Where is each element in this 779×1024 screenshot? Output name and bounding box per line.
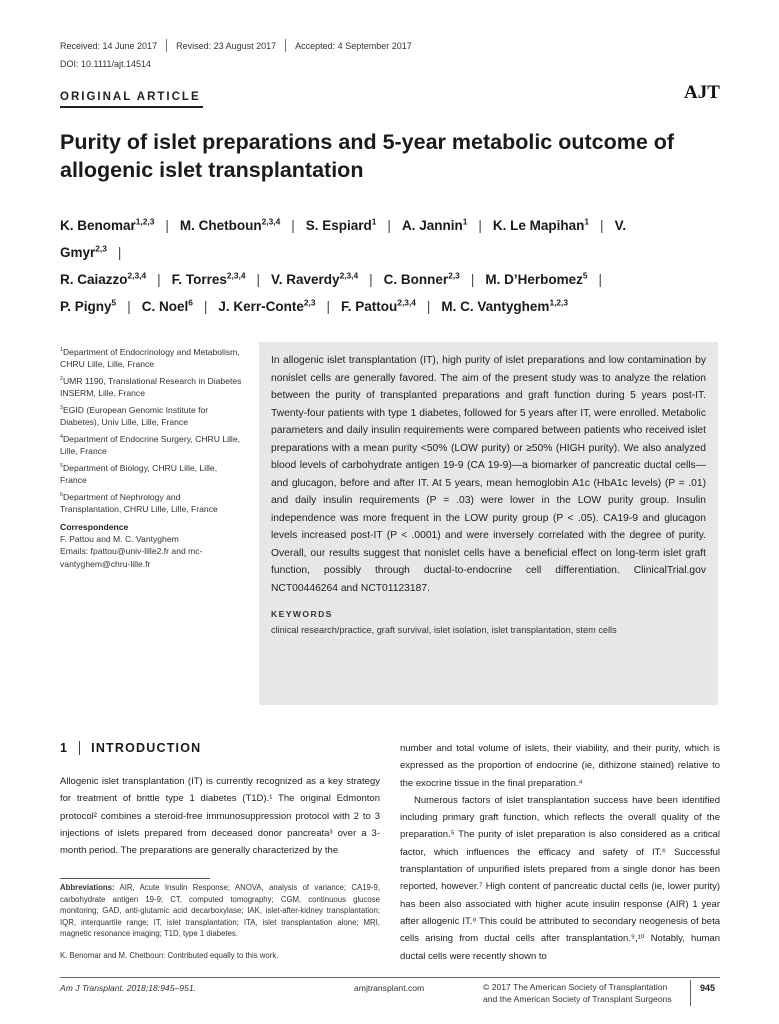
divider [166, 39, 167, 52]
doi[interactable]: DOI: 10.1111/ajt.14514 [60, 59, 152, 69]
revised-date: Revised: 23 August 2017 [176, 40, 277, 51]
affiliation-number: 1 [60, 347, 63, 354]
affiliation-item [60, 346, 242, 370]
author-separator: | [598, 272, 603, 287]
author-name: V. Raverdy [271, 272, 340, 287]
footnote-rule [60, 878, 210, 879]
intro-paragraph: number and total volume of islets, their viability, and their purity, which is expressed as the proportion of endocrine (ie, dithizone stained) relative to the exocrine tissue in the final preparation.⁴ [400, 743, 720, 789]
keywords-heading: KEYWORDS [271, 609, 333, 619]
author-separator: | [369, 272, 373, 287]
page-number: 945 [700, 983, 716, 993]
author-affiliation-ref: 2,3,4 [226, 270, 246, 281]
affiliation-text: Department of Nephrology and Transplantation, CHRU Lille, Lille, France [60, 491, 218, 514]
affiliation-number: 5 [60, 462, 63, 469]
accepted-date: Accepted: 4 September 2017 [295, 40, 412, 51]
author-affiliation-ref: 1 [584, 216, 590, 227]
author-separator: | [470, 272, 475, 287]
footnotes [60, 882, 380, 962]
abbreviations [60, 882, 380, 940]
section-heading [60, 741, 201, 755]
copyright-line: and the American Society of Transplant Surgeons [483, 994, 672, 1004]
correspondence-heading: Correspondence [60, 521, 129, 532]
author-name: S. Espiard [305, 218, 372, 233]
author-affiliation-ref: 1 [462, 216, 468, 227]
author-affiliation-ref: 1,2,3 [549, 297, 569, 308]
author-separator: | [291, 218, 295, 233]
correspondence-emails[interactable]: Emails: fpattou@univ-lille2.fr and mc-vantyghem@chru-lille.fr [60, 546, 203, 569]
intro-right-column [400, 740, 720, 965]
affiliation-number: 6 [60, 491, 63, 498]
author-name: K. Benomar [60, 218, 136, 233]
affiliation-item [60, 491, 242, 515]
author-name: M. D’Herbomez [485, 272, 583, 287]
footer-website[interactable]: amjtransplant.com [354, 983, 425, 993]
author-name: F. Pattou [341, 299, 398, 314]
author-name: R. Caiazzo [60, 272, 128, 287]
affiliations [60, 346, 242, 570]
intro-left-column: Allogenic islet transplantation (IT) is currently recognized as a key strategy for treatment of brittle type 1 diabetes (T1D).¹ The original Edmonton protocol² combines a steroid-free immunosuppression protocol with 2 to 3 injections of islets prepared from deceased donor pancreata³ over a 3-month period. The preparations are generally characterized by the [60, 776, 380, 857]
author-affiliation-ref: 2,3,4 [339, 270, 359, 281]
affiliation-number: 3 [60, 404, 63, 411]
author-separator: | [256, 272, 260, 287]
author-name: C. Noel [141, 299, 189, 314]
abbreviations-label: Abbreviations: [60, 883, 115, 892]
affiliation-item [60, 462, 242, 486]
author-separator: | [127, 299, 131, 314]
author-name: P. Pigny [60, 299, 112, 314]
affiliation-item [60, 404, 242, 428]
section-number: 1 [60, 741, 69, 755]
author-separator: | [203, 299, 208, 314]
footer-rule [60, 977, 720, 978]
journal-logo: AJT [684, 82, 720, 103]
correspondence-names: F. Pattou and M. C. Vantyghem [60, 534, 179, 545]
abstract-box [259, 342, 718, 705]
author-name: V. Gmyr [60, 218, 627, 260]
author-separator: | [165, 218, 169, 233]
affiliation-text: EGID (European Genomic Institute for Diabetes), Univ Lille, Lille, France [60, 404, 209, 428]
author-affiliation-ref: 2,3 [448, 270, 460, 281]
affiliation-text: Department of Biology, CHRU Lille, Lille, France [60, 462, 218, 485]
section-title: INTRODUCTION [91, 741, 202, 755]
author-separator: | [600, 218, 604, 233]
author-list [60, 212, 700, 320]
affiliation-number: 2 [60, 376, 63, 383]
affiliation-item [60, 433, 242, 457]
author-name: J. Kerr-Conte [218, 299, 304, 314]
keywords-text: clinical research/practice, graft survival, islet isolation, islet transplantation, stem cells [271, 625, 617, 635]
author-affiliation-ref: 2,3,4 [261, 216, 281, 227]
abbreviations-text: AIR, Acute Insulin Response; ANOVA, analysis of variance; CA19-9, carbohydrate antigen 19-9; CT, computed tomography; CGM, continuous glucose monitoring; GAD, anti-glutamic acid decarboxylase; IAK, islet-after-kidney transplantation; IQR, interquartile range; IT, islet transplantation; ITA, islet transplantation alone; MRI, magnetic resonance imaging; T1D, type 1 diabetes. [60, 883, 380, 939]
article-type-underline [60, 106, 203, 108]
received-date: Received: 14 June 2017 [60, 40, 158, 51]
article-dates [60, 39, 412, 52]
affiliation-number: 4 [60, 433, 63, 440]
article-type: ORIGINAL ARTICLE [60, 91, 201, 103]
copyright-line: © 2017 The American Society of Transplantation [483, 982, 668, 992]
author-affiliation-ref: 1,2,3 [135, 216, 155, 227]
author-separator: | [387, 218, 391, 233]
author-affiliation-ref: 2,3,4 [397, 297, 416, 308]
abstract-text: In allogenic islet transplantation (IT), high purity of islet preparations and low contamination by nonislet cells are generally favored. The aim of the present study was to analyze the relation between the purity of transplanted preparations and graft function during 5 years post-IT. Twenty-four patients with type 1 diabetes, followed for 5 years after IT, were enrolled. Metabolic parameters and daily insulin requirements were compared between patients who received islet preparations with a mean purity <50% (LOW purity) or ≥50% (HIGH purity). We also analyzed blood levels of carbohydrate antigen 19-9 (CA 19-9)—a biomarker of pancreatic ductal cells—and glucagon, before and after IT. At 5 years, mean hemoglobin A1c (HbA1c levels) (P = .01) and daily insulin requirements (P = .03) were lower in the LOW purity group. Insulin independence was more frequent in the LOW purity group (P < .05). CA19-9 and glucagon levels increased post-IT (P < .0001) and were inversely correlated with the degree of purity. Overall, our results suggest that nonislet cells have a beneficial effect on long-term islet graft function, possibly through ductal-to-endocrine cell differentiation. ClinicalTrial.gov NCT00446264 and NCT01123187. [271, 355, 706, 594]
contribution-note: K. Benomar and M. Chetboun: Contributed equally to this work. [60, 950, 279, 960]
footer-copyright [483, 981, 683, 1005]
author-name: M. Chetboun [179, 218, 262, 233]
author-separator: | [326, 299, 331, 314]
author-name: C. Bonner [383, 272, 449, 287]
affiliation-text: Department of Endocrine Surgery, CHRU Lille, Lille, France [60, 433, 241, 456]
affiliation-text: Department of Endocrinology and Metabolism, CHRU Lille, Lille, France [60, 347, 240, 370]
author-name: F. Torres [171, 272, 227, 287]
author-affiliation-ref: 1 [371, 216, 377, 227]
author-separator: | [426, 299, 431, 314]
author-affiliation-ref: 5 [582, 270, 588, 281]
author-affiliation-ref: 5 [111, 297, 117, 308]
author-name: M. C. Vantyghem [441, 299, 550, 314]
author-affiliation-ref: 2,3 [95, 243, 107, 254]
author-name: K. Le Mapihan [492, 218, 585, 233]
intro-paragraph: Numerous factors of islet transplantation success have been identified including primary graft function, which reflects the overall quality of the preparation.⁵ The purity of islet preparation is also considered as a critical factor, which influences the efficacy and safety of IT.⁶ Successful transplantation of unpurified islets prepared from a single donor has been reported, however.⁷ High content of pancreatic ductal cells (ie, lower purity) has been also associated with higher acute insulin response (AIR) 1 year after allogenic IT.⁸ This could be attributed to secondary neogenesis of beta cells arising from ductal cells after transplantation.⁹,¹⁰ Notably, human ductal cells were recently shown to [400, 794, 720, 962]
affiliation-text: UMR 1190, Translational Research in Diabetes INSERM, Lille, France [60, 375, 242, 399]
article-title: Purity of islet preparations and 5-year metabolic outcome of allogenic islet transplantation [60, 130, 675, 182]
author-affiliation-ref: 6 [188, 297, 193, 308]
author-affiliation-ref: 2,3 [303, 297, 316, 308]
author-separator: | [157, 272, 161, 287]
divider [79, 741, 80, 755]
footer-citation: Am J Transplant. 2018;18:945–951. [60, 983, 196, 993]
author-affiliation-ref: 2,3,4 [127, 270, 147, 281]
affiliation-item [60, 375, 242, 399]
footer-divider [690, 980, 691, 1006]
author-separator: | [478, 218, 482, 233]
author-name: A. Jannin [401, 218, 463, 233]
divider [285, 39, 286, 52]
author-separator: | [117, 245, 122, 260]
